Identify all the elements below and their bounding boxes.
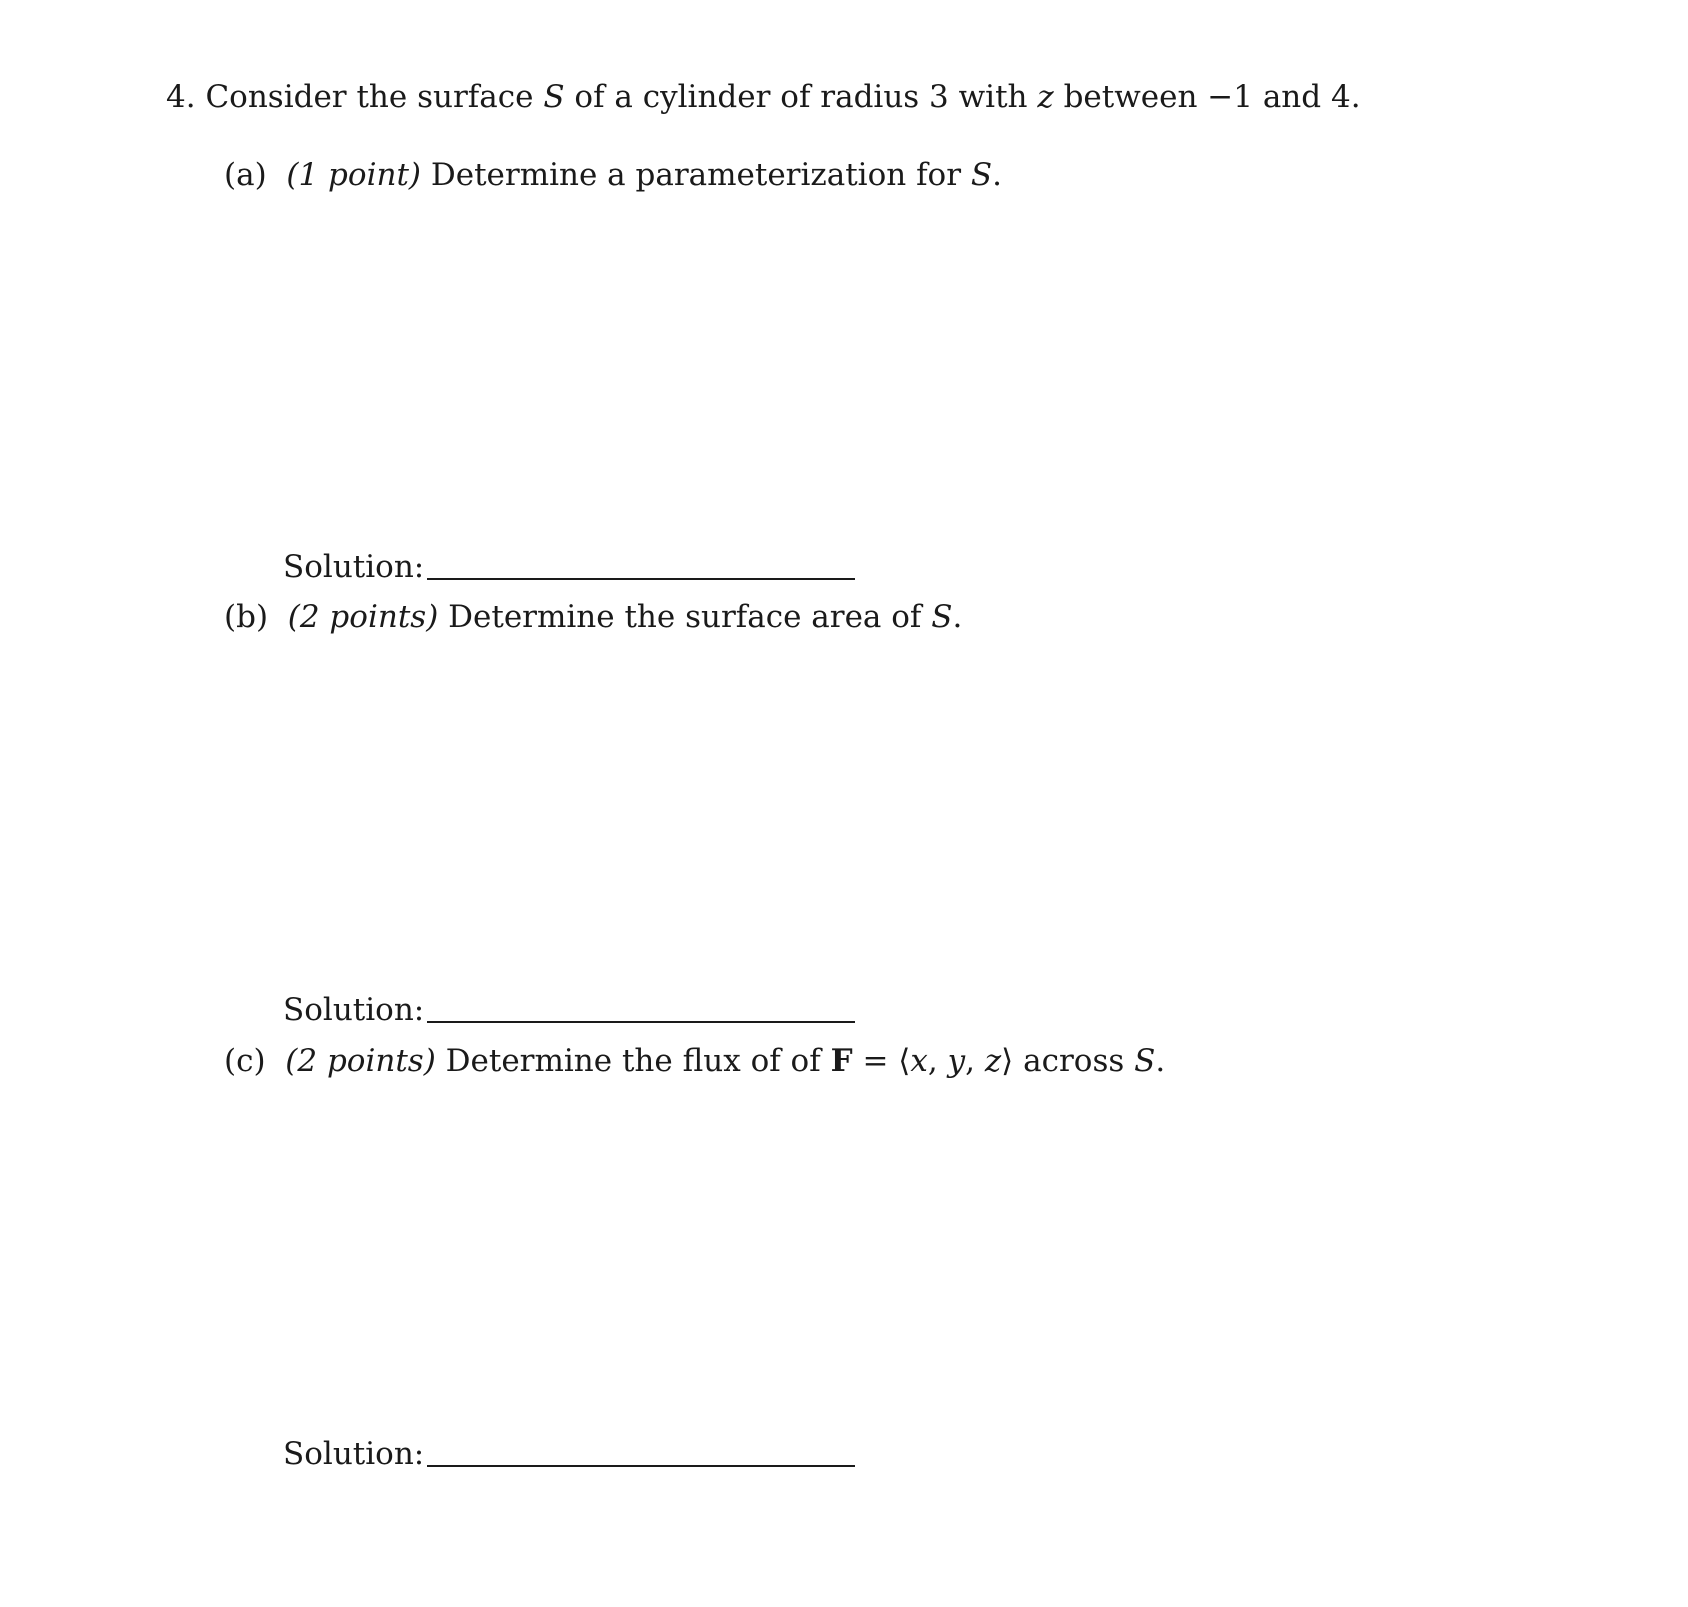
part-b-label: (b) <box>224 599 269 635</box>
equals-sign: = <box>862 1043 889 1079</box>
vector-x: x <box>910 1043 928 1079</box>
part-a-points: (1 point) <box>286 157 422 193</box>
problem-text-1: Consider the surface <box>205 79 534 115</box>
part-c-label: (c) <box>224 1043 266 1079</box>
part-b-period: . <box>952 599 963 635</box>
problem-number: 4. <box>166 79 196 115</box>
vector-comma-1: , <box>927 1043 948 1079</box>
part-c-s-symbol: S <box>1134 1043 1156 1079</box>
part-a-period: . <box>992 157 1003 193</box>
problem-statement <box>166 77 1361 117</box>
part-a-answer-blank[interactable] <box>427 578 855 580</box>
part-b-question <box>224 597 962 637</box>
part-b-text: Determine the surface area of <box>448 599 922 635</box>
part-b-s-symbol: S <box>931 599 953 635</box>
part-c-text-after: across <box>1023 1043 1125 1079</box>
part-a-text: Determine a parameterization for <box>430 157 962 193</box>
part-b-solution-label: Solution: <box>283 992 425 1028</box>
vector-y: y <box>947 1043 966 1079</box>
part-c-solution-label: Solution: <box>283 1436 425 1472</box>
part-a-solution-label: Solution: <box>283 549 425 585</box>
part-b-points: (2 points) <box>287 599 439 635</box>
vector-field-symbol: F <box>830 1043 853 1079</box>
problem-text-3: between −1 and 4. <box>1063 79 1361 115</box>
part-a-label: (a) <box>224 157 267 193</box>
problem-text-2: of a cylinder of radius 3 with <box>574 79 1028 115</box>
surface-symbol: S <box>543 79 565 115</box>
part-a-question <box>224 155 1002 195</box>
z-symbol: z <box>1037 79 1054 115</box>
vector-comma-2: , <box>965 1043 985 1079</box>
part-c-question <box>224 1041 1165 1081</box>
part-a-s-symbol: S <box>970 157 993 193</box>
part-c-answer-blank[interactable] <box>427 1465 855 1467</box>
part-c-text: Determine the flux of of <box>445 1043 821 1079</box>
part-c-points: (2 points) <box>285 1043 436 1079</box>
part-c-period: . <box>1155 1043 1166 1079</box>
vector-close-bracket: ⟩ <box>1001 1043 1014 1079</box>
part-b-answer-blank[interactable] <box>427 1021 855 1023</box>
vector-z: z <box>984 1043 1002 1079</box>
vector-open-bracket: ⟨ <box>898 1043 911 1079</box>
